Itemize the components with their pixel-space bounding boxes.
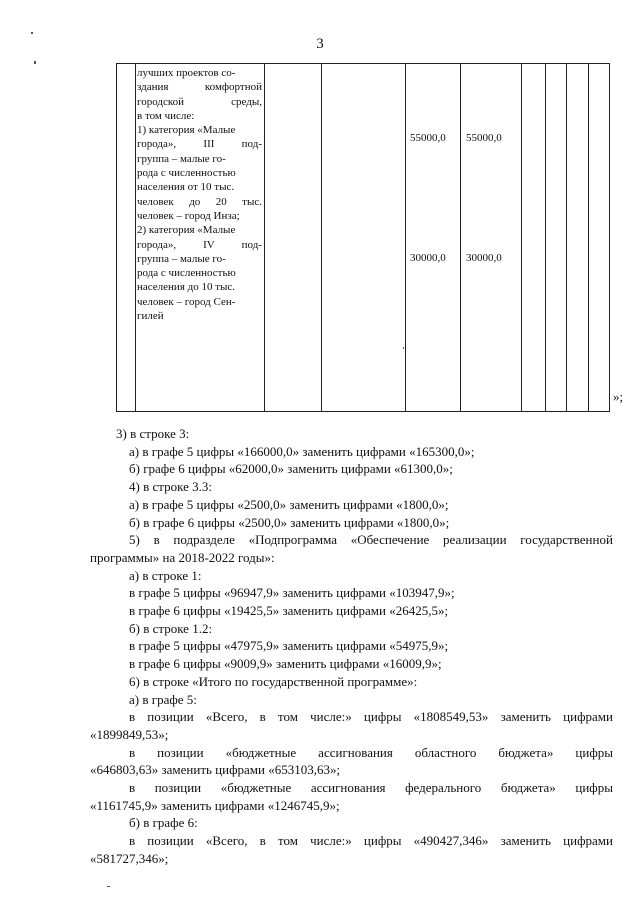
description-word: 20 [215, 195, 227, 208]
text-line: 3) в строке 3: [116, 426, 190, 441]
text-word: «Всего, [205, 709, 248, 725]
table-column-divider [521, 63, 522, 412]
description-word: IV [203, 238, 215, 251]
text-line: б) графе 6 цифры «62000,0» заменить цифрами «61300,0»; [129, 461, 453, 477]
text-word: цифры [363, 833, 402, 849]
text-word: числе:» [310, 833, 352, 849]
description-line [137, 95, 262, 109]
scan-speck [34, 61, 36, 64]
text-word: цифры [575, 744, 613, 760]
text-word: цифрами [563, 709, 613, 725]
description-line [137, 80, 262, 94]
text-line: «581727,346»; [90, 850, 169, 866]
category2-column5-value: 30000,0 [410, 252, 446, 264]
description-word: под- [241, 238, 262, 251]
description-line: 1) категория «Малые [137, 124, 236, 137]
description-line: рода с численностью [137, 267, 236, 280]
description-line [137, 195, 262, 209]
table-column-divider [321, 63, 322, 412]
text-word: «бюджетные [225, 744, 297, 760]
page-number: 3 [316, 36, 324, 52]
description-line: рода с численностью [137, 167, 236, 180]
closing-quote: »; [613, 389, 624, 404]
text-line: 4) в строке 3.3: [129, 479, 212, 495]
text-word: цифрами [563, 833, 613, 849]
description-word: среды, [231, 95, 262, 108]
text-line: а) в графе 5 цифры «166000,0» заменить цифрами «165300,0»; [129, 443, 475, 459]
text-word: том [277, 709, 298, 725]
table-column-divider [135, 63, 136, 412]
text-word: позиции [147, 709, 194, 725]
description-word: здания [137, 81, 169, 94]
text-word: государственной [520, 532, 613, 548]
description-line: населения до 10 тыс. [137, 281, 236, 294]
description-line: 2) категория «Малые [137, 224, 236, 237]
text-line: «1161745,9» заменить цифрами «1246745,9»; [90, 797, 340, 813]
text-word: «Обеспечение [350, 532, 430, 548]
text-word: ассигнования [310, 780, 386, 796]
amendment-text [90, 425, 613, 868]
text-word: областного [414, 744, 477, 760]
scan-speck [107, 886, 110, 887]
text-word: в [129, 709, 136, 725]
text-line: 6) в строке «Итого по государственной программе»: [129, 673, 418, 689]
text-word: бюджета» [500, 780, 556, 796]
table-column-divider [116, 63, 117, 412]
table-column-divider [588, 63, 589, 412]
description-line: гилей [137, 310, 164, 323]
text-line: «1899849,53»; [90, 726, 169, 742]
text-line: б) в строке 1.2: [129, 620, 213, 636]
description-word: человек [137, 195, 174, 208]
text-line: в графе 5 цифры «47975,9» заменить цифрами «54975,9»; [129, 638, 449, 654]
text-word: заменить [500, 833, 551, 849]
description-word: города», [137, 138, 177, 151]
text-line: б) в графе 6: [129, 815, 198, 831]
text-line: а) в графе 5: [129, 691, 197, 707]
text-line: в графе 6 цифры «19425,5» заменить цифрами «26425,5»; [129, 603, 449, 619]
text-word: подразделе [173, 532, 235, 548]
table-column-divider [609, 63, 610, 412]
text-word: в [259, 833, 266, 849]
description-word: комфортной [204, 81, 262, 94]
table-column-divider [545, 63, 546, 412]
description-word: тыс. [242, 195, 262, 208]
table-column-divider [566, 63, 567, 412]
row-description-cell [137, 66, 262, 323]
description-line [137, 238, 262, 252]
text-line: в графе 5 цифры «96947,9» заменить цифрами «103947,9»; [129, 585, 455, 601]
text-line: в графе 6 цифры «9009,9» заменить цифрами «16009,9»; [129, 656, 442, 672]
category1-column5-value: 55000,0 [410, 132, 446, 144]
scan-speck [31, 32, 33, 34]
text-line [90, 779, 613, 797]
text-line: «646803,63» заменить цифрами «653103,63»; [90, 762, 341, 778]
category2-column6-value: 30000,0 [466, 252, 502, 264]
text-word: том [277, 833, 298, 849]
table-column-divider [264, 63, 265, 412]
text-line [90, 531, 613, 549]
table-column-divider [460, 63, 461, 412]
text-word: в [259, 709, 266, 725]
description-line: группа – малые го- [137, 252, 226, 265]
text-word: «Всего, [205, 833, 248, 849]
text-line: программы» на 2018-2022 годы»: [90, 549, 275, 565]
description-word: города», [137, 238, 177, 251]
text-word: федерального [405, 780, 482, 796]
text-line: а) в графе 5 цифры «2500,0» заменить цифрами «1800,0»; [129, 496, 449, 512]
description-line: человек – город Инза; [137, 209, 240, 222]
table-column-divider [405, 63, 406, 412]
text-word: заменить [500, 709, 551, 725]
description-line: группа – малые го- [137, 152, 226, 165]
description-line: лучших проектов со- [137, 67, 236, 79]
description-word: под- [241, 138, 262, 151]
text-word: ассигнования [318, 744, 393, 760]
table-bottom-border [116, 411, 610, 412]
text-line [90, 832, 613, 850]
text-word: цифры [575, 780, 613, 796]
scan-speck [403, 347, 404, 349]
description-word: городской [137, 95, 185, 108]
description-line: в том числе: [137, 109, 195, 122]
text-line: а) в строке 1: [129, 567, 202, 583]
description-word: до [189, 195, 201, 208]
text-word: цифры [363, 709, 402, 725]
text-word: «Подпрограмма [248, 532, 337, 548]
text-line [90, 744, 613, 762]
text-word: «бюджетные [220, 780, 292, 796]
table-top-border [116, 63, 610, 64]
description-line [137, 137, 262, 151]
text-word: «490427,346» [413, 833, 489, 849]
text-word: в [129, 780, 136, 796]
text-word: в [153, 532, 160, 548]
text-word: позиции [154, 780, 202, 796]
text-word: позиции [147, 833, 194, 849]
text-word: в [129, 744, 136, 760]
text-word: 5) [129, 532, 140, 548]
text-word: позиции [157, 744, 204, 760]
text-word: «1808549,53» [413, 709, 489, 725]
description-word: III [203, 138, 215, 151]
text-word: реализации [443, 532, 507, 548]
text-word: бюджета» [498, 744, 554, 760]
text-line [90, 708, 613, 726]
text-word: в [129, 833, 136, 849]
text-word: числе:» [310, 709, 352, 725]
description-line: населения от 10 тыс. [137, 181, 235, 194]
text-line: б) в графе 6 цифры «2500,0» заменить цифрами «1800,0»; [129, 514, 450, 530]
category1-column6-value: 55000,0 [466, 132, 502, 144]
description-line: человек – город Сен- [137, 295, 236, 308]
